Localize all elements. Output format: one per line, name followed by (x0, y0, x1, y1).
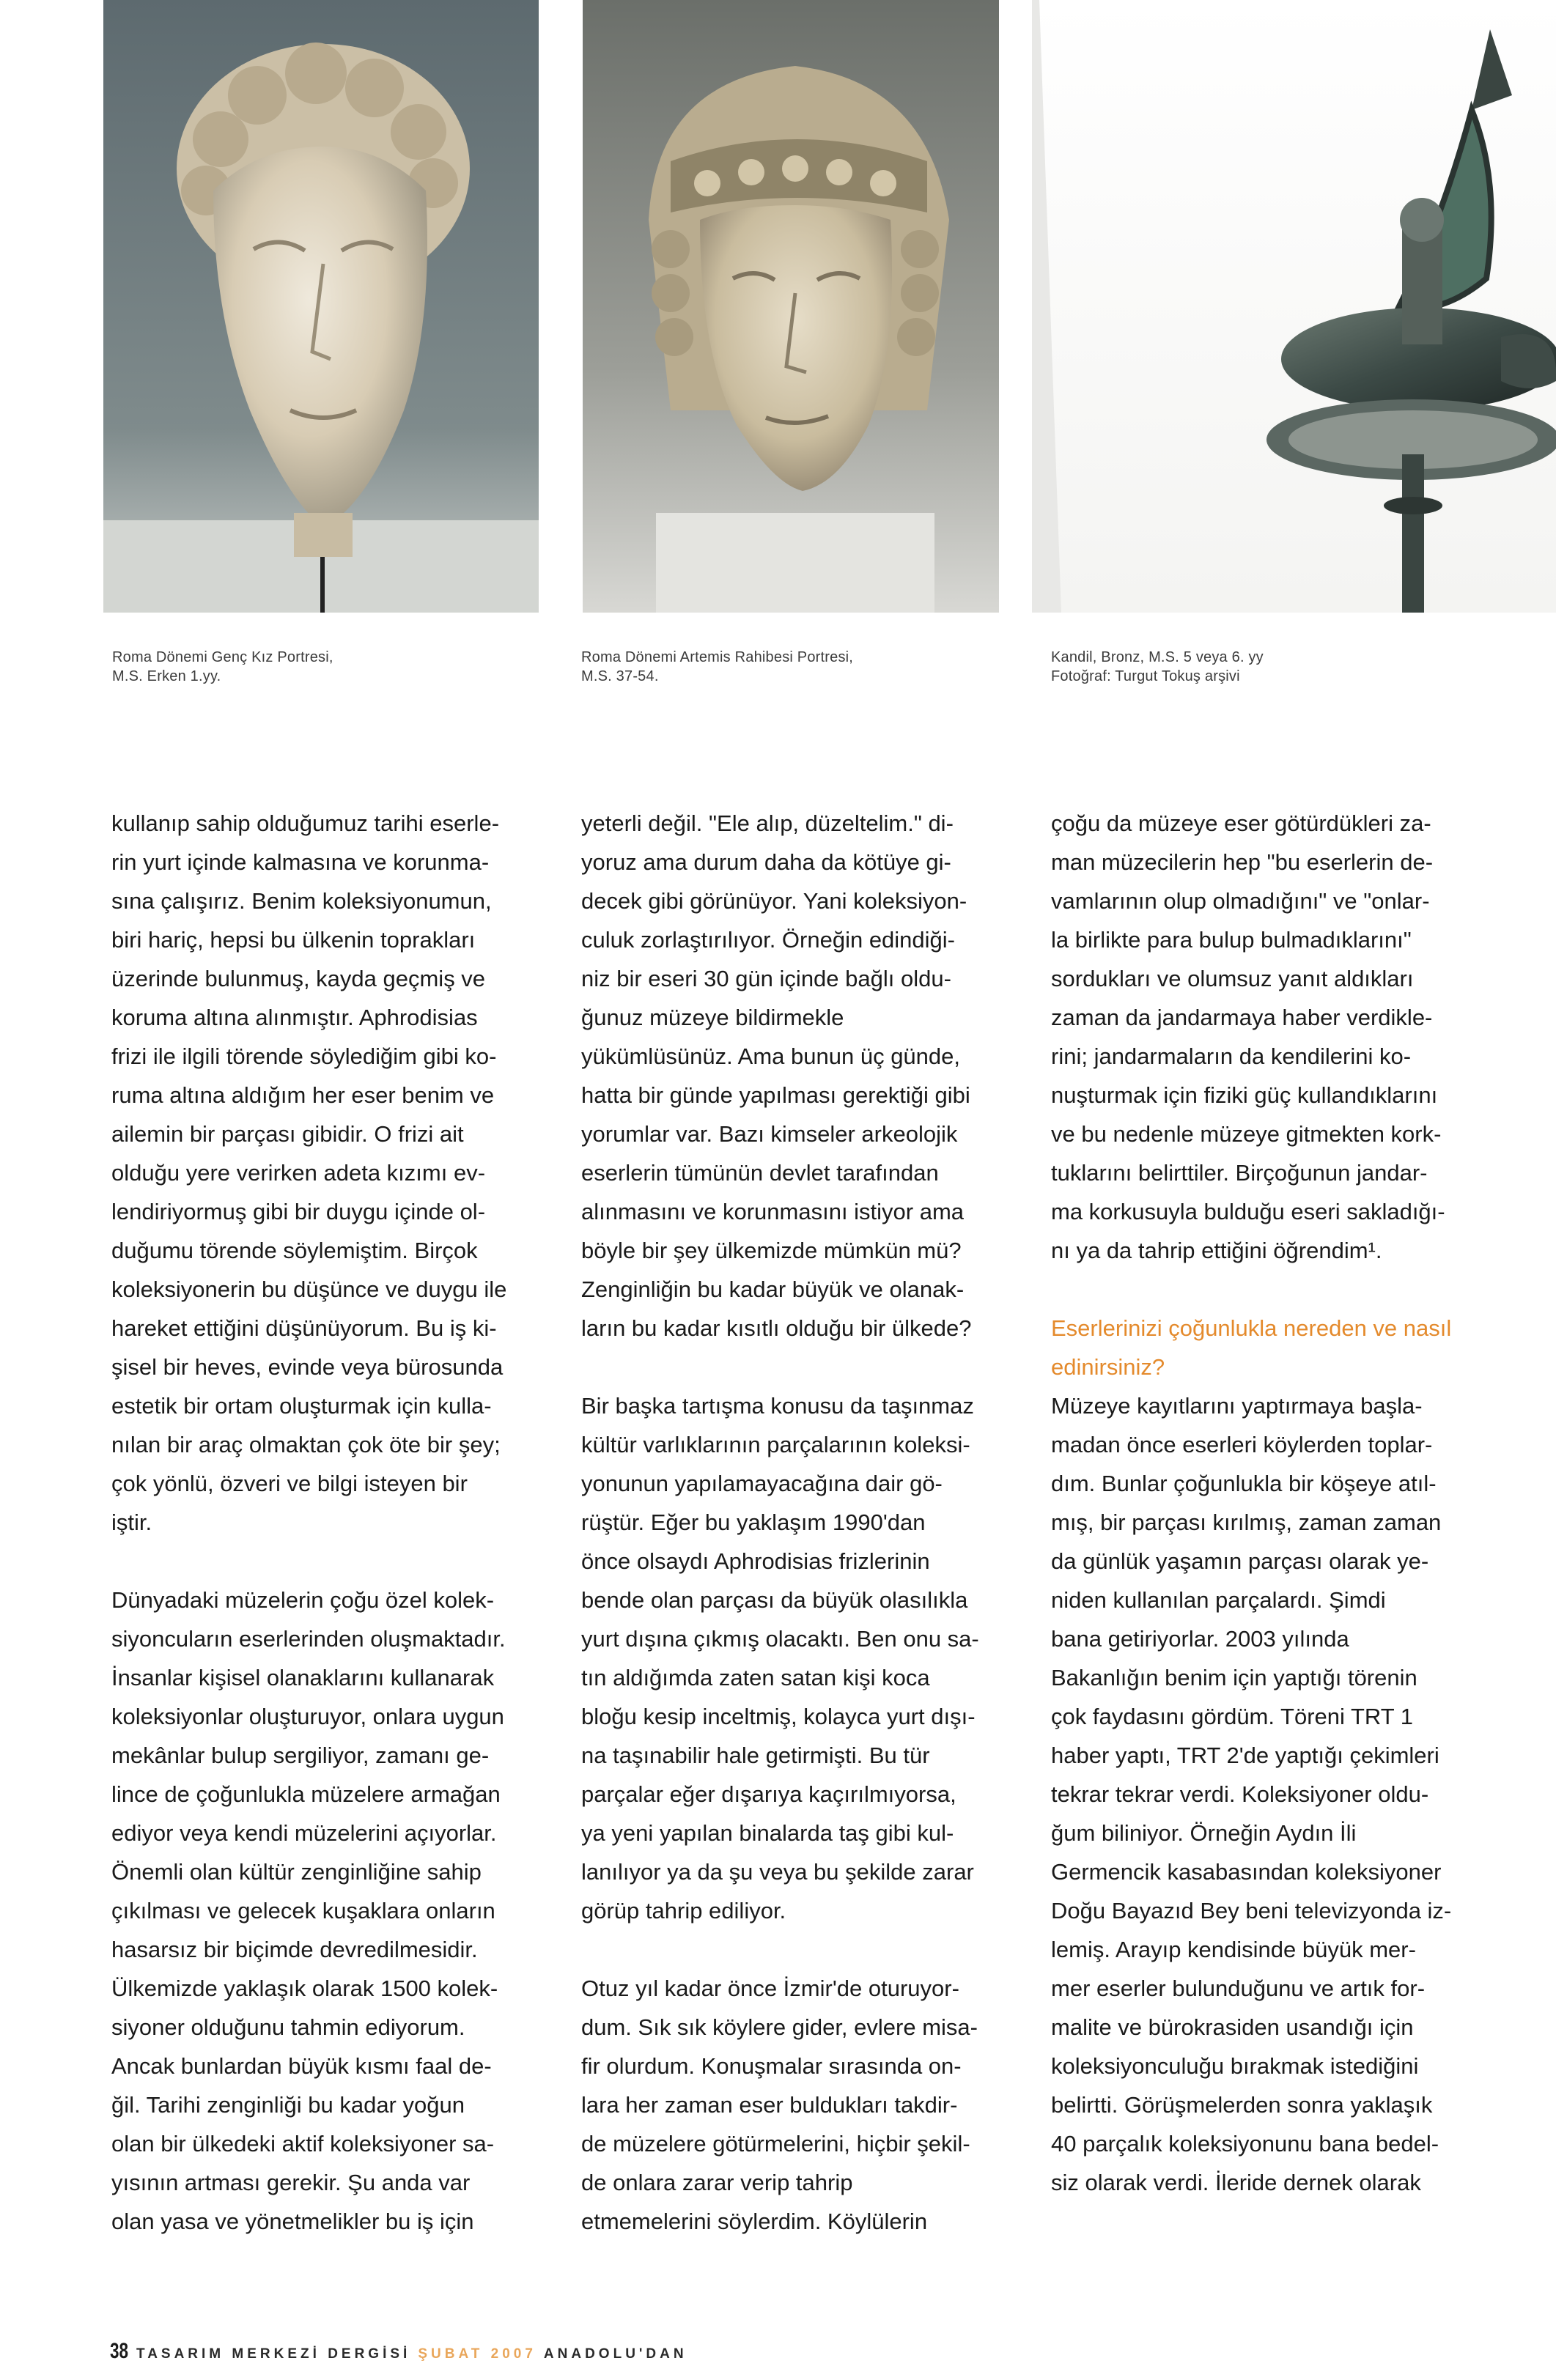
bronze-oil-lamp-image (1032, 0, 1556, 613)
text-line: şisel bir heves, evinde veya bürosunda (111, 1354, 504, 1380)
article-column-2 (581, 804, 1021, 2241)
text-line: sına çalışırız. Benim koleksiyonumun, (111, 888, 492, 914)
text-line: rini; jandarmaların da kendilerini ko- (1051, 1043, 1412, 1069)
page-footer (110, 2339, 687, 2364)
text-line: ailemin bir parçası gibidir. O frizi ait (111, 1121, 464, 1147)
text-line: Otuz yıl kadar önce İzmir'de oturuyor- (581, 1976, 959, 2001)
text-line: lanılıyor ya da şu veya bu şekilde zarar (581, 1859, 974, 1885)
issue-date: ŞUBAT 2007 (418, 2346, 537, 2362)
text-line: rüştür. Eğer bu yaklaşım 1990'dan (581, 1509, 926, 1535)
photo-caption (581, 648, 853, 686)
text-line: de müzelere götürmelerini, hiçbir şekil- (581, 2131, 970, 2157)
text-line: ğum biliniyor. Örneğin Aydın İli (1051, 1820, 1357, 1846)
paragraph-break (111, 1542, 551, 1581)
text-line: lince de çoğunlukla müzelere armağan (111, 1781, 501, 1807)
text-line: ruma altına aldığım her eser benim ve (111, 1082, 495, 1108)
text-line: la birlikte para bulup bulmadıklarını" (1051, 927, 1412, 953)
text-line: dum. Sık sık köylere gider, evlere misa- (581, 2014, 978, 2040)
text-line: yısının artması gerekir. Şu anda var (111, 2170, 471, 2195)
text-line: ğunuz müzeye bildirmekle (581, 1005, 844, 1030)
article-column-3 (1051, 804, 1491, 2202)
text-line: mekânlar bulup sergiliyor, zamanı ge- (111, 1742, 490, 1768)
text-line: yorumlar var. Bazı kimseler arkeolojik (581, 1121, 958, 1147)
text-line: olduğu yere verirken adeta kızımı ev- (111, 1160, 486, 1186)
text-line: hatta bir günde yapılması gerektiği gibi (581, 1082, 970, 1108)
text-line: yoruz ama durum daha da kötüye gi- (581, 849, 951, 875)
text-line: fir olurdum. Konuşmalar sırasında on- (581, 2053, 962, 2079)
text-line: parçalar eğer dışarıya kaçırılmıyorsa, (581, 1781, 956, 1807)
text-line: tın aldığımda zaten satan kişi koca (581, 1665, 930, 1690)
section-name: ANADOLU'DAN (543, 2346, 687, 2362)
text-line: kültür varlıklarının parçalarının koleksi- (581, 1432, 970, 1457)
text-line: nı ya da tahrip ettiğini öğrendim¹. (1051, 1238, 1382, 1263)
page-number: 38 (110, 2339, 129, 2363)
text-line: na taşınabilir hale getirmişti. Bu tür (581, 1742, 930, 1768)
caption-credit: Fotoğraf: Turgut Tokuş arşivi (1051, 668, 1240, 684)
text-line: malite ve bürokrasiden usandığı için (1051, 2014, 1414, 2040)
article-column-1 (111, 804, 551, 2241)
caption-title: Roma Dönemi Genç Kız Portresi, (112, 649, 333, 665)
text-line: Bakanlığın benim için yaptığı törenin (1051, 1665, 1417, 1690)
text-line: önce olsaydı Aphrodisias frizlerinin (581, 1548, 930, 1574)
text-line: koruma altına alınmıştır. Aphrodisias (111, 1005, 478, 1030)
text-line: Ülkemizde yaklaşık olarak 1500 kolek- (111, 1976, 498, 2001)
interview-question: edinirsiniz? (1051, 1354, 1165, 1380)
text-line: belirtti. Görüşmelerden sonra yaklaşık (1051, 2092, 1433, 2118)
text-line: Doğu Bayazıd Bey beni televizyonda iz- (1051, 1898, 1452, 1923)
paragraph-break (581, 1930, 1021, 1969)
text-line: da günlük yaşamın parçası olarak ye- (1051, 1548, 1429, 1574)
text-line: culuk zorlaştırılıyor. Örneğin edindiği- (581, 927, 956, 953)
text-line: iştir. (111, 1509, 152, 1535)
text-line: Müzeye kayıtlarını yaptırmaya başla- (1051, 1393, 1423, 1419)
text-line: bana getiriyorlar. 2003 yılında (1051, 1626, 1349, 1652)
marble-girl-portrait-image (103, 0, 539, 613)
caption-date: M.S. 37-54. (581, 668, 659, 684)
text-line: çıkılması ve gelecek kuşaklara onların (111, 1898, 495, 1923)
text-line: koleksiyonculuğu bırakmak istediğini (1051, 2053, 1419, 2079)
text-line: yonunun yapılamayacağına dair gö- (581, 1471, 943, 1496)
text-line: çoğu da müzeye eser götürdükleri za- (1051, 810, 1431, 836)
text-line: görüp tahrip ediliyor. (581, 1898, 786, 1923)
text-line: 40 parçalık koleksiyonunu bana bedel- (1051, 2131, 1439, 2157)
text-line: yükümlüsünüz. Ama bunun üç günde, (581, 1043, 961, 1069)
text-line: Ancak bunlardan büyük kısmı faal de- (111, 2053, 492, 2079)
text-line: hasarsız bir biçimde devredilmesidir. (111, 1937, 478, 1962)
text-line: tuklarını belirttiler. Birçoğunun jandar- (1051, 1160, 1428, 1186)
priestess-portrait-image (583, 0, 999, 613)
photo-caption (112, 648, 333, 686)
caption-date: M.S. Erken 1.yy. (112, 668, 221, 684)
text-line: olan yasa ve yönetmelikler bu iş için (111, 2209, 474, 2234)
text-line: niz bir eseri 30 gün içinde bağlı oldu- (581, 966, 951, 991)
text-line: sordukları ve olumsuz yanıt aldıkları (1051, 966, 1414, 991)
text-line: mer eserler bulunduğunu ve artık for- (1051, 1976, 1426, 2001)
text-line: koleksiyonlar oluşturuyor, onlara uygun (111, 1704, 504, 1729)
text-line: yeterli değil. "Ele alıp, düzeltelim." di- (581, 810, 954, 836)
text-line: biri hariç, hepsi bu ülkenin toprakları (111, 927, 476, 953)
text-line: eserlerin tümünün devlet tarafından (581, 1160, 939, 1186)
text-line: vamlarının olup olmadığını" ve "onlar- (1051, 888, 1430, 914)
text-line: Dünyadaki müzelerin çoğu özel kolek- (111, 1587, 495, 1613)
text-line: yurt dışına çıkmış olacaktı. Ben onu sa- (581, 1626, 979, 1652)
text-line: ma korkusuyla bulduğu eseri sakladığı- (1051, 1199, 1445, 1224)
text-line: frizi ile ilgili törende söylediğim gibi ko- (111, 1043, 497, 1069)
text-line: bende olan parçası da büyük olasılıkla (581, 1587, 968, 1613)
text-line: man müzecilerin hep "bu eserlerin de- (1051, 849, 1434, 875)
text-line: ğil. Tarihi zenginliği bu kadar yoğun (111, 2092, 465, 2118)
text-line: böyle bir şey ülkemizde mümkün mü? (581, 1238, 962, 1263)
text-line: lara her zaman eser buldukları takdir- (581, 2092, 958, 2118)
text-line: lendiriyormuş gibi bir duygu içinde ol- (111, 1199, 486, 1224)
text-line: ların bu kadar kısıtlı olduğu bir ülkede? (581, 1315, 972, 1341)
text-line: bloğu kesip inceltmiş, kolayca yurt dışı- (581, 1704, 976, 1729)
text-line: çok faydasını gördüm. Töreni TRT 1 (1051, 1704, 1413, 1729)
text-line: Germencik kasabasından koleksiyoner (1051, 1859, 1442, 1885)
text-line: haber yaptı, TRT 2'de yaptığı çekimleri (1051, 1742, 1439, 1768)
text-line: nuşturmak için fiziki güç kullandıklarını (1051, 1082, 1438, 1108)
text-line: siyoner olduğunu tahmin ediyorum. (111, 2014, 465, 2040)
text-line: çok yönlü, özveri ve bilgi isteyen bir (111, 1471, 468, 1496)
text-line: ya yeni yapılan binalarda taş gibi kul- (581, 1820, 954, 1846)
text-line: ediyor veya kendi müzelerini açıyorlar. (111, 1820, 497, 1846)
caption-title: Roma Dönemi Artemis Rahibesi Portresi, (581, 649, 854, 665)
text-line: Zenginliğin bu kadar büyük ve olanak- (581, 1276, 965, 1302)
text-line: estetik bir ortam oluşturmak için kulla- (111, 1393, 492, 1419)
interview-question: Eserlerinizi çoğunlukla nereden ve nasıl (1051, 1315, 1452, 1341)
text-line: niden kullanılan parçalardı. Şimdi (1051, 1587, 1386, 1613)
text-line: de onlara zarar verip tahrip (581, 2170, 853, 2195)
text-line: nılan bir araç olmaktan çok öte bir şey; (111, 1432, 501, 1457)
photo-caption (1051, 648, 1264, 686)
text-line: zaman da jandarmaya haber verdikle- (1051, 1005, 1433, 1030)
caption-title: Kandil, Bronz, M.S. 5 veya 6. yy (1051, 649, 1264, 665)
text-line: ve bu nedenle müzeye gitmekten kork- (1051, 1121, 1442, 1147)
text-line: siz olarak verdi. İleride dernek olarak (1051, 2170, 1421, 2195)
text-line: üzerinde bulunmuş, kayda geçmiş ve (111, 966, 486, 991)
text-line: alınmasını ve korunmasını istiyor ama (581, 1199, 965, 1224)
text-line: mış, bir parçası kırılmış, zaman zaman (1051, 1509, 1442, 1535)
text-line: decek gibi görünüyor. Yani koleksiyon- (581, 888, 967, 914)
text-line: kullanıp sahip olduğumuz tarihi eserle- (111, 810, 500, 836)
magazine-name: TASARIM MERKEZİ DERGİSİ (136, 2346, 411, 2362)
text-line: Önemli olan kültür zenginliğine sahip (111, 1859, 482, 1885)
text-line: madan önce eserleri köylerden toplar- (1051, 1432, 1433, 1457)
paragraph-break (581, 1348, 1021, 1386)
text-line: olan bir ülkedeki aktif koleksiyoner sa- (111, 2131, 495, 2157)
text-line: etmemelerini söylerdim. Köylülerin (581, 2209, 928, 2234)
text-line: Bir başka tartışma konusu da taşınmaz (581, 1393, 974, 1419)
text-line: rin yurt içinde kalmasına ve korunma- (111, 849, 490, 875)
text-line: koleksiyonerin bu düşünce ve duygu ile (111, 1276, 507, 1302)
text-line: dım. Bunlar çoğunlukla bir köşeye atıl- (1051, 1471, 1437, 1496)
text-line: siyoncuların eserlerinden oluşmaktadır. (111, 1626, 506, 1652)
text-line: hareket ettiğini düşünüyorum. Bu iş ki- (111, 1315, 497, 1341)
text-line: tekrar tekrar verdi. Koleksiyoner oldu- (1051, 1781, 1429, 1807)
text-line: duğumu törende söylemiştim. Birçok (111, 1238, 478, 1263)
paragraph-break (1051, 1270, 1491, 1309)
text-line: lemiş. Arayıp kendisinde büyük mer- (1051, 1937, 1416, 1962)
text-line: İnsanlar kişisel olanaklarını kullanarak (111, 1665, 495, 1690)
